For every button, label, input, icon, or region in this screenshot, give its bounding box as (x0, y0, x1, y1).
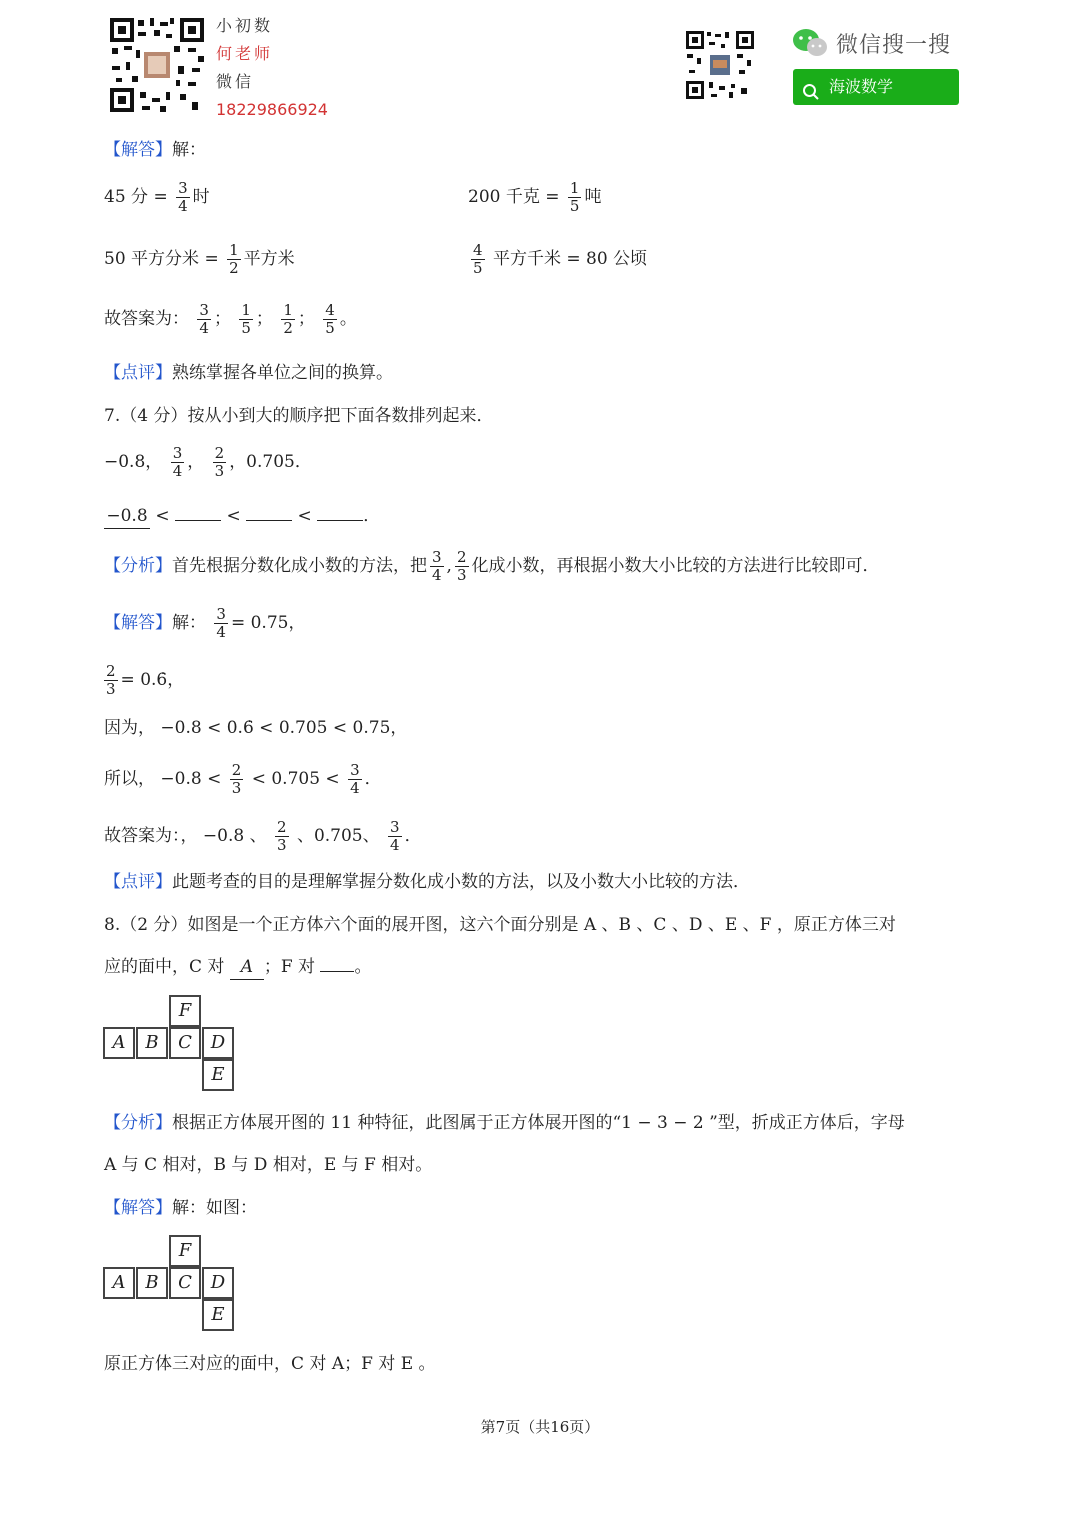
q7-answer-final (104, 819, 422, 854)
fraction-numerator: 1 (229, 241, 239, 259)
q7-answer-eq-b: = 0.6̇， (120, 670, 185, 690)
q6-eq4 (468, 242, 647, 277)
q8-blank-2[interactable] (320, 971, 354, 972)
fraction-denominator: 5 (473, 259, 483, 277)
net-face-c: C (169, 1027, 201, 1059)
fraction-denominator: 3 (277, 836, 287, 854)
q7-blank-1[interactable]: −0.8 (104, 504, 150, 529)
less-than: < (226, 506, 241, 526)
fraction-numerator: 3 (178, 179, 188, 197)
fraction-numerator: 1 (569, 179, 580, 197)
period: ． (364, 769, 382, 789)
q8-stem-part-b: ；F 对 (263, 957, 316, 977)
fraction-numerator: 3 (350, 761, 360, 779)
wechat-search-box[interactable] (793, 69, 959, 105)
contact-line-phone: 18229866924 (216, 100, 328, 119)
q8-answer-heading (104, 1196, 257, 1220)
q6-eq1 (104, 180, 210, 215)
q7-blank-3[interactable] (246, 520, 292, 521)
q6-eq3-fraction (227, 242, 241, 277)
separator: , (446, 556, 452, 576)
q6-comment (104, 361, 393, 385)
q7-comment-text: 此题考查的目的是理解掌握分数化成小数的方法，以及小数大小比较的方法． (172, 872, 750, 892)
q8-analysis-line1 (104, 1111, 905, 1135)
q6-final-prefix: 故答案为： (104, 309, 189, 329)
q7-numbers (104, 445, 312, 480)
fraction-denominator: 4 (350, 779, 360, 797)
q7-answer-line1 (104, 606, 305, 641)
fraction-numerator: 4 (473, 241, 483, 259)
fraction-denominator: 4 (199, 319, 209, 337)
fraction-numerator: 2 (231, 761, 242, 779)
wechat-search-term: 海波数学 (829, 77, 894, 96)
q7-answer-so-frac-a (348, 762, 362, 797)
q8-answer-tag: 【解答】 (104, 1198, 172, 1218)
q8-answer-conclusion: 原正方体三对应的面中，C 对 A；F 对 E 。 (104, 1354, 436, 1374)
fraction-numerator: 3 (432, 548, 442, 566)
fraction-denominator: 3 (106, 680, 116, 698)
q7-analysis-frac-a (430, 549, 444, 584)
q7-answer-so (104, 762, 382, 797)
q7-analysis (104, 549, 880, 584)
net-face-f: F (169, 995, 201, 1027)
q6-answer-heading (104, 138, 206, 162)
fraction-denominator: 5 (241, 319, 251, 337)
fraction-numerator: 3 (216, 605, 226, 623)
cube-net-answer (103, 1235, 235, 1333)
qr-code-contact (108, 16, 206, 114)
fraction-numerator: 2 (277, 818, 287, 836)
q6-eq1-fraction (176, 180, 190, 215)
q8-stem-line2 (104, 955, 371, 980)
contact-line-teacher: 何老师 (216, 44, 274, 63)
net-face-b: B (136, 1267, 168, 1299)
contact-line-wechat: 微信 (216, 72, 255, 91)
fraction-numerator: 1 (283, 301, 293, 319)
q7-analysis-pre: 首先根据分数化成小数的方法，把 (172, 556, 427, 576)
fraction-denominator: 2 (283, 319, 293, 337)
fraction-denominator: 2 (229, 259, 239, 277)
page-number: 第7页（共16页） (480, 1418, 600, 1436)
fraction-denominator: 3 (231, 779, 242, 797)
net-face-f: F (169, 1235, 201, 1267)
fraction-numerator: 2 (456, 548, 467, 566)
net-face-e: E (202, 1299, 234, 1331)
less-than: < (155, 506, 170, 526)
net-face-d: D (202, 1027, 234, 1059)
q6-comment-text: 熟练掌握各单位之间的换算。 (172, 363, 393, 383)
net-face-b: B (136, 1027, 168, 1059)
q7-answer-eq-a: = 0.75， (230, 613, 306, 633)
fraction-numerator: 4 (325, 301, 335, 319)
fraction-denominator: 5 (569, 197, 580, 215)
fraction-numerator: 2 (214, 444, 225, 462)
q8-analysis-line2: A 与 C 相对，B 与 D 相对，E 与 F 相对。 (104, 1155, 433, 1175)
fraction-denominator: 4 (216, 623, 226, 641)
separator: ； (297, 309, 315, 329)
fraction-numerator: 1 (241, 301, 251, 319)
period: ． (363, 506, 381, 526)
net-face-e: E (202, 1059, 234, 1091)
q7-answer-final-pre: 故答案为：， −0.8 、 (104, 826, 267, 846)
q6-final-fraction-3 (281, 302, 295, 337)
q7-comment (104, 870, 750, 894)
q6-answer-tag: 【解答】 (104, 140, 172, 160)
q6-answer-intro: 解： (172, 140, 206, 160)
fraction-denominator: 4 (178, 197, 188, 215)
separator: ； (213, 309, 231, 329)
q6-eq1-unit: 时 (192, 187, 210, 207)
q7-number-frac-b (213, 445, 227, 480)
qr-code-wechat (685, 30, 755, 100)
q8-answer-intro: 解：如图： (172, 1198, 257, 1218)
q7-analysis-frac-b (455, 549, 469, 584)
q6-eq3 (104, 242, 295, 277)
separator: ； (255, 309, 273, 329)
q7-number-frac-a (171, 445, 185, 480)
q7-analysis-tag: 【分析】 (104, 556, 172, 576)
q8-stem-line1: 8.（2 分）如图是一个正方体六个面的展开图，这六个面分别是 A 、B 、C 、D 、E 、F ，原正方体三对 (104, 915, 896, 935)
q7-number-neg: −0.8， (104, 452, 163, 472)
q6-eq4-fraction (471, 242, 485, 277)
q6-eq4-rest: 平方千米 = 80 公顷 (492, 249, 648, 269)
q7-answer-so-mid: < 0.705 < (251, 769, 340, 789)
search-icon (802, 78, 820, 114)
q6-eq2-unit: 吨 (584, 187, 602, 207)
fraction-denominator: 4 (172, 462, 183, 480)
q6-final-fraction-1 (197, 302, 211, 337)
q6-eq2-left: 200 千克 = (468, 187, 560, 207)
q6-comment-tag: 【点评】 (104, 363, 172, 383)
q7-answer-so-frac-b (230, 762, 244, 797)
q8-stem-part-a: 应的面中，C 对 (104, 957, 225, 977)
q8-analysis-text: 根据正方体展开图的 11 种特征，此图属于正方体展开图的“1 − 3 − 2 ”型，折成正方体后，字母 (172, 1113, 905, 1133)
q7-answer-because: 因为， −0.8 < 0.6̇ < 0.705 < 0.75， (104, 718, 408, 738)
net-face-c: C (169, 1267, 201, 1299)
separator: ， (187, 452, 205, 472)
q6-eq2 (468, 180, 601, 215)
wechat-search-title: 微信搜一搜 (836, 33, 952, 58)
contact-line-brand: 小初数 (216, 16, 274, 35)
q7-analysis-post: 化成小数，再根据小数大小比较的方法进行比较即可． (471, 556, 880, 576)
net-face-d: D (202, 1267, 234, 1299)
cube-net-question (103, 995, 235, 1093)
q7-blanks (104, 504, 380, 529)
fraction-denominator: 4 (390, 836, 400, 854)
q7-answer-final-frac-a (388, 819, 402, 854)
net-face-a: A (103, 1027, 135, 1059)
q7-answer-intro: 解： (172, 613, 206, 633)
q6-eq2-fraction (568, 180, 582, 215)
q8-analysis-tag: 【分析】 (104, 1113, 172, 1133)
q7-stem: 7.（4 分）按从小到大的顺序把下面各数排列起来． (104, 406, 494, 426)
fraction-denominator: 4 (432, 566, 442, 584)
q7-number-decimal: ，0.705． (229, 452, 312, 472)
q6-final-fraction-2 (239, 302, 253, 337)
final-period: 。 (339, 309, 357, 329)
q7-answer-final-mid: 、0.705、 (296, 826, 380, 846)
q7-answer-so-pre: 所以， −0.8 < (104, 769, 222, 789)
q6-eq3-unit: 平方米 (243, 249, 295, 269)
q6-eq1-left: 45 分 = (104, 187, 168, 207)
fraction-numerator: 3 (172, 444, 183, 462)
q7-answer-frac-b (104, 663, 118, 698)
less-than: < (297, 506, 312, 526)
fraction-denominator: 3 (456, 566, 467, 584)
fraction-denominator: 3 (214, 462, 225, 480)
q7-comment-tag: 【点评】 (104, 872, 172, 892)
contact-block (216, 12, 328, 124)
q6-final-fraction-4 (323, 302, 337, 337)
fraction-numerator: 2 (106, 662, 116, 680)
q7-answer-line2 (104, 663, 184, 698)
fraction-denominator: 5 (325, 319, 335, 337)
wechat-logo-icon (792, 28, 828, 58)
q7-blank-4[interactable] (317, 520, 363, 521)
q7-answer-tag: 【解答】 (104, 613, 172, 633)
period: 。 (354, 957, 372, 977)
q6-eq3-left: 50 平方分米 = (104, 249, 219, 269)
net-face-a: A (103, 1267, 135, 1299)
q7-blank-2[interactable] (175, 520, 221, 521)
q7-answer-frac-a (214, 606, 228, 641)
fraction-numerator: 3 (199, 301, 209, 319)
q7-answer-final-frac-b (275, 819, 289, 854)
q6-final-answer (104, 302, 357, 337)
q8-blank-1[interactable]: A (230, 955, 264, 980)
period: ． (404, 826, 422, 846)
fraction-numerator: 3 (390, 818, 400, 836)
